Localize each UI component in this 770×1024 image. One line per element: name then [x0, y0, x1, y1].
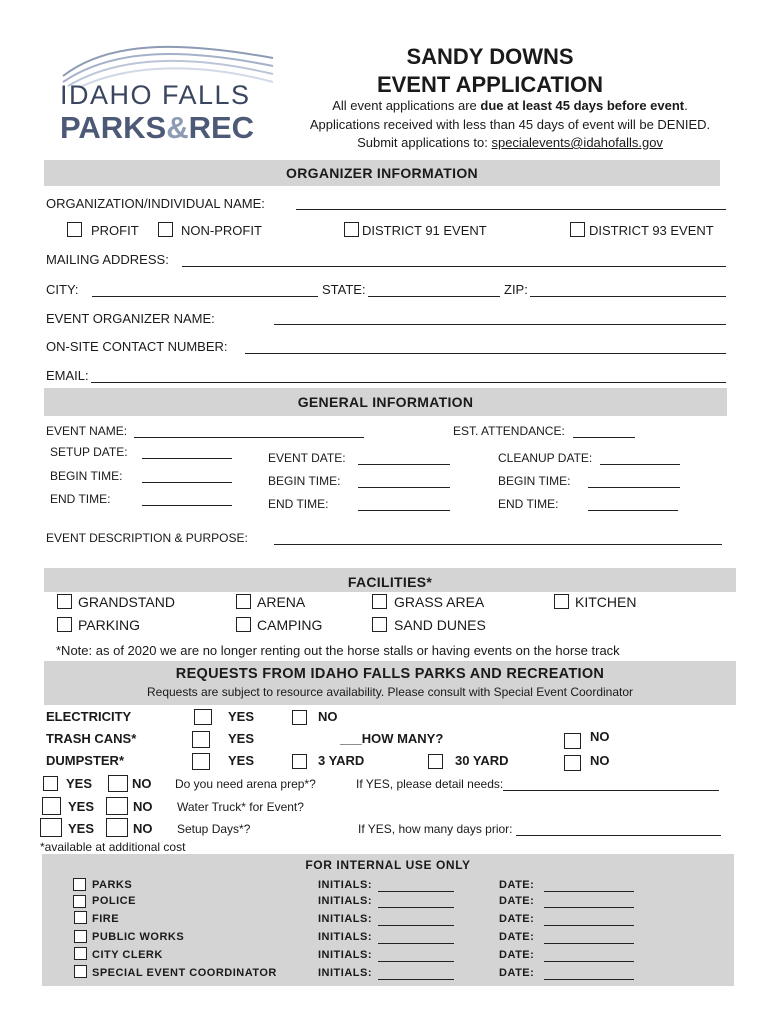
dumpster-yes-checkbox[interactable]	[192, 753, 210, 770]
org-name-label: ORGANIZATION/INDIVIDUAL NAME:	[46, 196, 265, 211]
setup-begin-field[interactable]	[142, 482, 232, 483]
attendance-label: EST. ATTENDANCE:	[453, 424, 565, 438]
internal-initials-label: INITIALS:	[318, 879, 372, 891]
sand-dunes-label: SAND DUNES	[394, 617, 486, 633]
grandstand-checkbox[interactable]	[57, 594, 72, 609]
internal-dept-label: PARKS	[92, 879, 133, 891]
setup-days-detail-label: If YES, how many days prior:	[358, 822, 513, 836]
event-date-field[interactable]	[358, 464, 450, 465]
event-end-field[interactable]	[358, 510, 450, 511]
requests-title: REQUESTS FROM IDAHO FALLS PARKS AND RECREATION	[175, 666, 605, 682]
kitchen-checkbox[interactable]	[554, 594, 569, 609]
dumpster-no-label: NO	[590, 753, 610, 768]
arena-prep-detail-field[interactable]	[503, 790, 719, 791]
page-title-2: EVENT APPLICATION	[376, 72, 604, 97]
sand-dunes-checkbox[interactable]	[372, 617, 387, 632]
setup-days-yes-label: YES	[68, 821, 95, 836]
district91-label: DISTRICT 91 EVENT	[362, 223, 487, 238]
internal-initials-label: INITIALS:	[318, 949, 372, 961]
event-name-label: EVENT NAME:	[46, 424, 128, 438]
dumpster-no-checkbox[interactable]	[564, 755, 581, 771]
water-truck-yes-checkbox[interactable]	[42, 797, 61, 815]
grass-area-label: GRASS AREA	[394, 594, 485, 610]
dumpster-label: DUMPSTER*	[46, 753, 125, 768]
arena-prep-no-label: NO	[132, 776, 152, 791]
dumpster-yes-label: YES	[228, 753, 255, 768]
requests-subtitle: Requests are subject to resource availability. Please consult with Special Event Coordinator	[146, 685, 634, 699]
internal-date-label: DATE:	[499, 931, 535, 943]
arena-checkbox[interactable]	[236, 594, 251, 609]
cleanup-end-field[interactable]	[588, 510, 678, 511]
email-label: EMAIL:	[46, 368, 89, 383]
internal-dept-label: FIRE	[92, 913, 120, 925]
zip-field[interactable]	[530, 296, 726, 297]
logo-line3: REC	[188, 110, 255, 145]
mailing-label: MAILING ADDRESS:	[46, 252, 169, 267]
electricity-no-checkbox[interactable]	[292, 710, 307, 725]
denied-note: Applications received with less than 45 days of event will be DENIED.	[309, 117, 711, 132]
state-label: STATE:	[322, 282, 366, 297]
cleanup-date-label: CLEANUP DATE:	[498, 451, 593, 465]
internal-initials-field[interactable]	[378, 891, 454, 892]
trash-no-label: NO	[590, 729, 610, 744]
logo-line1: IDAHO FALLS	[60, 80, 251, 110]
electricity-label: ELECTRICITY	[46, 709, 132, 724]
organizer-name-field[interactable]	[274, 324, 726, 325]
state-field[interactable]	[368, 296, 500, 297]
due-note-text: All event applications are	[332, 98, 481, 113]
nonprofit-checkbox[interactable]	[158, 222, 173, 237]
internal-dept-label: SPECIAL EVENT COORDINATOR	[92, 967, 277, 979]
internal-dept-label: POLICE	[92, 895, 136, 907]
event-name-field[interactable]	[134, 437, 364, 438]
cleanup-begin-field[interactable]	[588, 487, 680, 488]
internal-date-field[interactable]	[544, 961, 634, 962]
requests-section-header	[44, 661, 736, 705]
cleanup-date-field[interactable]	[600, 464, 680, 465]
city-field[interactable]	[92, 296, 318, 297]
water-truck-yes-label: YES	[68, 799, 95, 814]
setup-end-label: END TIME:	[50, 492, 111, 506]
internal-initials-field[interactable]	[378, 979, 454, 980]
attendance-field[interactable]	[573, 437, 635, 438]
submit-note-text: Submit applications to:	[357, 135, 492, 150]
due-note-bold: due at least 45 days before event	[480, 98, 685, 113]
internal-parks-checkbox[interactable]	[73, 878, 86, 891]
dumpster-30yard-checkbox[interactable]	[428, 754, 443, 769]
camping-checkbox[interactable]	[236, 617, 251, 632]
electricity-no-label: NO	[318, 709, 338, 724]
cost-note: *available at additional cost	[40, 840, 186, 854]
setup-days-detail-field[interactable]	[516, 835, 721, 836]
zip-label: ZIP:	[504, 282, 528, 297]
page-title-1: SANDY DOWNS	[406, 44, 574, 69]
internal-police-checkbox[interactable]	[73, 895, 86, 908]
internal-dept-label: PUBLIC WORKS	[92, 931, 185, 943]
setup-days-question: Setup Days*?	[177, 822, 251, 836]
nonprofit-label: NON-PROFIT	[181, 223, 262, 238]
profit-label: PROFIT	[91, 223, 139, 238]
internal-date-field[interactable]	[544, 907, 634, 908]
internal-date-label: DATE:	[499, 895, 535, 907]
internal-date-field[interactable]	[544, 891, 634, 892]
profit-checkbox[interactable]	[67, 222, 82, 237]
internal-date-field[interactable]	[544, 979, 634, 980]
due-note-end: .	[684, 98, 688, 113]
internal-special-event-coordinator-checkbox[interactable]	[74, 965, 87, 978]
trash-cans-label: TRASH CANS*	[46, 731, 137, 746]
district93-checkbox[interactable]	[570, 222, 585, 237]
description-field[interactable]	[274, 544, 722, 545]
grass-area-checkbox[interactable]	[372, 594, 387, 609]
description-label: EVENT DESCRIPTION & PURPOSE:	[46, 531, 248, 545]
internal-public-works-checkbox[interactable]	[74, 930, 87, 943]
internal-date-label: DATE:	[499, 967, 535, 979]
organizer-name-label: EVENT ORGANIZER NAME:	[46, 311, 215, 326]
cleanup-end-label: END TIME:	[498, 497, 559, 511]
internal-initials-field[interactable]	[378, 907, 454, 908]
arena-prep-question: Do you need arena prep*?	[175, 777, 316, 791]
internal-initials-label: INITIALS:	[318, 913, 372, 925]
trash-yes-label: YES	[228, 731, 255, 746]
due-note	[290, 98, 730, 113]
kitchen-label: KITCHEN	[575, 594, 637, 610]
setup-days-no-checkbox[interactable]	[106, 818, 128, 837]
internal-date-label: DATE:	[499, 949, 535, 961]
trash-yes-checkbox[interactable]	[192, 731, 210, 748]
arena-prep-yes-label: YES	[66, 776, 93, 791]
event-end-label: END TIME:	[268, 497, 329, 511]
water-truck-no-checkbox[interactable]	[106, 797, 128, 815]
arena-label: ARENA	[257, 594, 306, 610]
setup-days-yes-checkbox[interactable]	[40, 818, 62, 837]
event-begin-field[interactable]	[358, 487, 450, 488]
facilities-title: FACILITIES*	[347, 574, 433, 590]
electricity-yes-label: YES	[228, 709, 255, 724]
internal-initials-label: INITIALS:	[318, 967, 372, 979]
internal-date-label: DATE:	[499, 913, 535, 925]
email-field[interactable]	[91, 382, 726, 383]
water-truck-question: Water Truck* for Event?	[177, 800, 304, 814]
internal-date-field[interactable]	[544, 943, 634, 944]
email-link[interactable]: specialevents@idahofalls.gov	[491, 135, 663, 150]
logo	[58, 36, 280, 146]
onsite-contact-field[interactable]	[245, 353, 726, 354]
setup-end-field[interactable]	[142, 505, 232, 506]
grandstand-label: GRANDSTAND	[78, 594, 175, 610]
org-name-field[interactable]	[296, 209, 726, 210]
event-begin-label: BEGIN TIME:	[268, 474, 341, 488]
submit-note	[290, 135, 730, 150]
arena-prep-no-checkbox[interactable]	[108, 775, 128, 792]
city-label: CITY:	[46, 282, 79, 297]
electricity-yes-checkbox[interactable]	[194, 709, 212, 725]
setup-days-no-label: NO	[133, 821, 153, 836]
facilities-note: *Note: as of 2020 we are no longer renting out the horse stalls or having events on the horse track	[56, 643, 620, 658]
internal-initials-field[interactable]	[378, 943, 454, 944]
water-truck-no-label: NO	[133, 799, 153, 814]
internal-date-field[interactable]	[544, 925, 634, 926]
parking-checkbox[interactable]	[57, 617, 72, 632]
trash-no-checkbox[interactable]	[564, 733, 581, 749]
internal-use-title: FOR INTERNAL USE ONLY	[305, 858, 471, 872]
internal-fire-checkbox[interactable]	[74, 911, 87, 924]
internal-initials-field[interactable]	[378, 961, 454, 962]
setup-begin-label: BEGIN TIME:	[50, 469, 123, 483]
camping-label: CAMPING	[257, 617, 323, 633]
internal-date-label: DATE:	[499, 879, 535, 891]
organizer-section-header: ORGANIZER INFORMATION	[44, 160, 720, 186]
internal-city-clerk-checkbox[interactable]	[74, 947, 87, 960]
general-section-header: GENERAL INFORMATION	[44, 388, 727, 416]
internal-initials-label: INITIALS:	[318, 895, 372, 907]
dumpster-3yard-checkbox[interactable]	[292, 754, 307, 769]
event-date-label: EVENT DATE:	[268, 451, 346, 465]
logo-line2: PARKS	[60, 110, 167, 145]
internal-initials-field[interactable]	[378, 925, 454, 926]
onsite-contact-label: ON-SITE CONTACT NUMBER:	[46, 339, 228, 354]
mailing-field[interactable]	[182, 266, 726, 267]
setup-date-label: SETUP DATE:	[50, 445, 128, 459]
logo-amp: &	[166, 110, 189, 145]
cleanup-begin-label: BEGIN TIME:	[498, 474, 571, 488]
dumpster-3yard-label: 3 YARD	[318, 753, 365, 768]
dumpster-30yard-label: 30 YARD	[455, 753, 509, 768]
parking-label: PARKING	[78, 617, 140, 633]
internal-dept-label: CITY CLERK	[92, 949, 163, 961]
arena-prep-yes-checkbox[interactable]	[43, 776, 58, 791]
trash-how-many: ___HOW MANY?	[340, 731, 444, 746]
facilities-section-header	[44, 568, 736, 592]
internal-initials-label: INITIALS:	[318, 931, 372, 943]
district93-label: DISTRICT 93 EVENT	[589, 223, 714, 238]
arena-prep-detail-label: If YES, please detail needs:	[356, 777, 504, 791]
district91-checkbox[interactable]	[344, 222, 359, 237]
setup-date-field[interactable]	[142, 458, 232, 459]
